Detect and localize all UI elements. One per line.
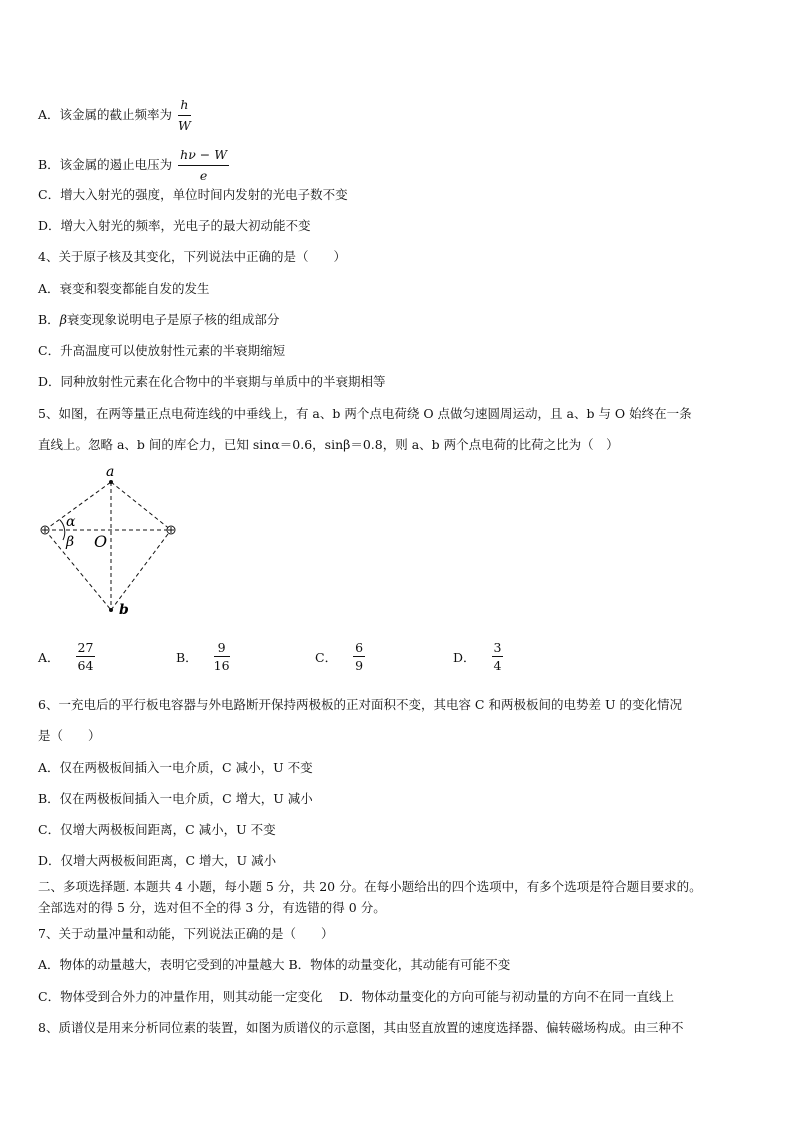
q3-option-d: D．增大入射光的频率，光电子的最大初动能不变: [38, 218, 311, 233]
q6-stem-line2: 是（ ）: [38, 728, 101, 743]
dashed-line-left-a: [45, 482, 111, 530]
charge-a-dot: [109, 480, 113, 484]
q5-stem-line1: 5、如图，在两等量正点电荷连线的中垂线上，有 a、b 两个点电荷绕 O 点做匀速圆周运动，且 a、b 与 O 始终在一条: [38, 406, 692, 421]
q4-stem: 4、关于原子核及其变化，下列说法中正确的是（ ）: [38, 249, 346, 264]
label-b: b: [119, 602, 129, 618]
q3-option-a-text: A．该金属的截止频率为: [38, 107, 173, 122]
q4-option-b: B．β衰变现象说明电子是原子核的组成部分: [38, 312, 280, 327]
q6-option-c: C．仅增大两极板间距离，C 减小，U 不变: [38, 822, 276, 837]
q5-option-d: D． $\frac{3}{4}$: [453, 640, 502, 673]
q7-options-cd: C．物体受到合外力的冲量作用，则其动能一定变化 D．物体动量变化的方向可能与初动量的方向不在同一直线上: [38, 989, 675, 1004]
q5-option-b: B． $\frac{9}{16}$: [176, 640, 230, 673]
q5-option-c: C． $\frac{6}{9}$: [315, 640, 364, 673]
q8-stem: 8、质谱仪是用来分析同位素的装置，如图为质谱仪的示意图，其由竖直放置的速度选择器、偏转磁场构成。由三种不: [38, 1020, 684, 1035]
q3-option-b: [38, 146, 229, 185]
q3-option-a-fraction: $\frac{h}{W}$: [178, 97, 191, 133]
q3-option-a: [38, 96, 191, 135]
label-alpha: α: [66, 514, 76, 530]
q6-option-a: A．仅在两极板间插入一电介质，C 减小，U 不变: [38, 760, 313, 775]
q6-stem-line1: 6、一充电后的平行板电容器与外电路断开保持两极板的正对面积不变，其电容 C 和两极板间的电势差 U 的变化情况: [38, 697, 682, 712]
q5-stem-line2: 直线上。忽略 a、b 间的库仑力，已知 sinα＝0.6，sinβ＝0.8，则 a、b 两个点电荷的比荷之比为（ ）: [38, 437, 619, 452]
section2-line2: 全部选对的得 5 分，选对但不全的得 3 分，有选错的得 0 分。: [38, 900, 386, 915]
charge-b-dot: [109, 608, 113, 612]
label-beta: β: [66, 534, 75, 550]
q6-option-d: D．仅增大两极板间距离，C 增大，U 减小: [38, 853, 277, 868]
dashed-line-b-right: [111, 530, 171, 610]
beta-symbol: β: [59, 312, 67, 327]
charge-diagram-svg: [34, 460, 194, 620]
label-O: O: [94, 532, 108, 551]
q5-diagram: [34, 460, 194, 623]
q3-option-b-text: B．该金属的遏止电压为: [38, 157, 173, 172]
q7-stem: 7、关于动量冲量和动能，下列说法正确的是（ ）: [38, 926, 334, 941]
q4-option-d: D．同种放射性元素在化合物中的半衰期与单质中的半衰期相等: [38, 374, 386, 389]
q3-option-c: C．增大入射光的强度，单位时间内发射的光电子数不变: [38, 187, 348, 202]
q6-option-b: B．仅在两极板间插入一电介质，C 增大，U 减小: [38, 791, 313, 806]
q4-option-c: C．升高温度可以使放射性元素的半衰期缩短: [38, 343, 286, 358]
q7-options-ab: A．物体的动量越大，表明它受到的冲量越大 B．物体的动量变化，其动能有可能不变: [38, 957, 511, 972]
dashed-line-a-right: [111, 482, 171, 530]
q4-option-a: A．衰变和裂变都能自发的发生: [38, 281, 210, 296]
label-a: a: [106, 464, 115, 480]
q5-option-a: A． $\frac{27}{64}$: [38, 640, 94, 673]
section2-line1: 二、多项选择题. 本题共 4 小题，每小题 5 分，共 20 分。在每小题给出的四个选项中，有多个选项是符合题目要求的。: [38, 879, 702, 894]
q3-option-b-fraction: $\frac{h\nu - W}{e}$: [180, 147, 228, 183]
